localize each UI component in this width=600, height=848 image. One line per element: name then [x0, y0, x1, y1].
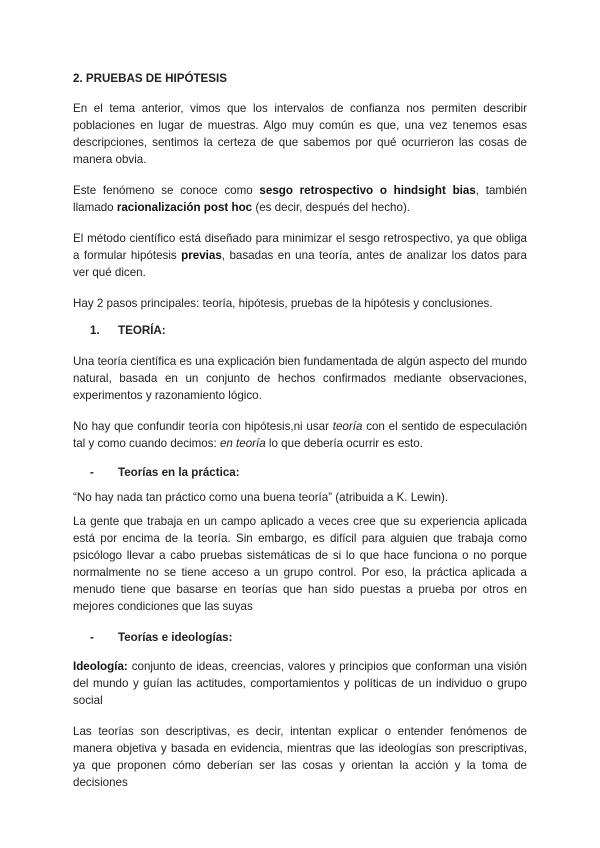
text-run: conjunto de ideas, creencias, valores y principios que conforman una visión del mundo y guían las actitudes, comportamientos y políticas de un individuo o grupo social: [73, 660, 527, 707]
paragraph-ideology-definition: [73, 658, 527, 709]
italic-term-teoria: teoría: [332, 420, 363, 433]
heading-label: TEORÍA:: [118, 324, 166, 337]
text-run: El método científico está diseñado para minimizar el sesgo retrospectivo, ya que obliga a formular hipótesis: [73, 232, 527, 262]
heading-theories-in-practice: [73, 466, 527, 479]
bold-term-ideologia: Ideología:: [73, 660, 128, 673]
bold-term-previas: previas: [181, 249, 222, 262]
bold-term-post-hoc: racionalización post hoc: [116, 201, 253, 214]
paragraph-scientific-theory: Una teoría científica es una explicación bien fundamentada de algún aspecto del mundo natural, basada en un conjunto de hechos confirmados mediante observaciones, experimentos y razonamiento lógico.: [73, 355, 527, 402]
heading-teoria: [73, 324, 527, 337]
paragraph-lewin-quote: “No hay nada tan práctico como una buena teoría” (atribuida a K. Lewin).: [73, 491, 449, 504]
text-run: No hay que confundir teoría con hipótesis,ni usar: [73, 420, 333, 433]
paragraph-scientific-method: [73, 230, 527, 281]
heading-theories-and-ideologies: [73, 631, 527, 644]
text-run: , también llamado: [73, 184, 527, 214]
section-title: 2. PRUEBAS DE HIPÓTESIS: [73, 72, 227, 85]
text-run: lo que debería ocurrir es esto.: [265, 437, 423, 450]
text-run: Este fenómeno se conoce como: [73, 184, 260, 197]
text-run: (es decir, después del hecho).: [252, 201, 411, 214]
heading-dash: -: [90, 631, 94, 644]
heading-label: Teorías en la práctica:: [118, 466, 240, 479]
paragraph-hindsight-bias: [73, 182, 527, 216]
paragraph-descriptive-vs-prescriptive: Las teorías son descriptivas, es decir, intentan explicar o entender fenómenos de manera objetiva y basada en evidencia, mientras que las ideologías son prescriptivas, ya que proponen cómo deberían ser las cosas y orientan la acción y la toma de decisiones: [73, 725, 527, 789]
heading-dash: -: [90, 466, 94, 479]
paragraph-intervals: En el tema anterior, vimos que los intervalos de confianza nos permiten describir poblaciones en lugar de muestras. Algo muy común es que, una vez tenemos esas descripciones, sentimos la certeza de que sabemos por qué ocurrieron las cosas de manera obvia.: [73, 102, 527, 166]
paragraph-theory-vs-hypothesis: [73, 418, 527, 452]
heading-number: 1.: [90, 324, 100, 337]
bold-term-hindsight-bias: sesgo retrospectivo o hindsight bias: [259, 184, 476, 197]
italic-term-en-teoria: en teoría: [219, 437, 266, 450]
paragraph-applied-practice: La gente que trabaja en un campo aplicado a veces cree que su experiencia aplicada está por encima de la teoría. Sin embargo, es difícil para alguien que trabaja como psicólogo llevar a cabo pruebas sistemáticas de si lo que hace funciona o no porque normalmente no se tiene acceso a un grupo control. Por eso, la práctica aplicada a menudo tiene que basarse en teorías que han sido puestas a prueba por otros en mejores condiciones que las suyas: [73, 515, 527, 613]
heading-label: Teorías e ideologías:: [118, 631, 233, 644]
text-run: , basadas en una teoría, antes de analizar los datos para ver qué dicen.: [73, 249, 527, 279]
paragraph-main-steps: Hay 2 pasos principales: teoría, hipótesis, pruebas de la hipótesis y conclusiones.: [73, 297, 493, 310]
text-run: con el sentido de especulación tal y como cuando decimos:: [73, 420, 528, 450]
